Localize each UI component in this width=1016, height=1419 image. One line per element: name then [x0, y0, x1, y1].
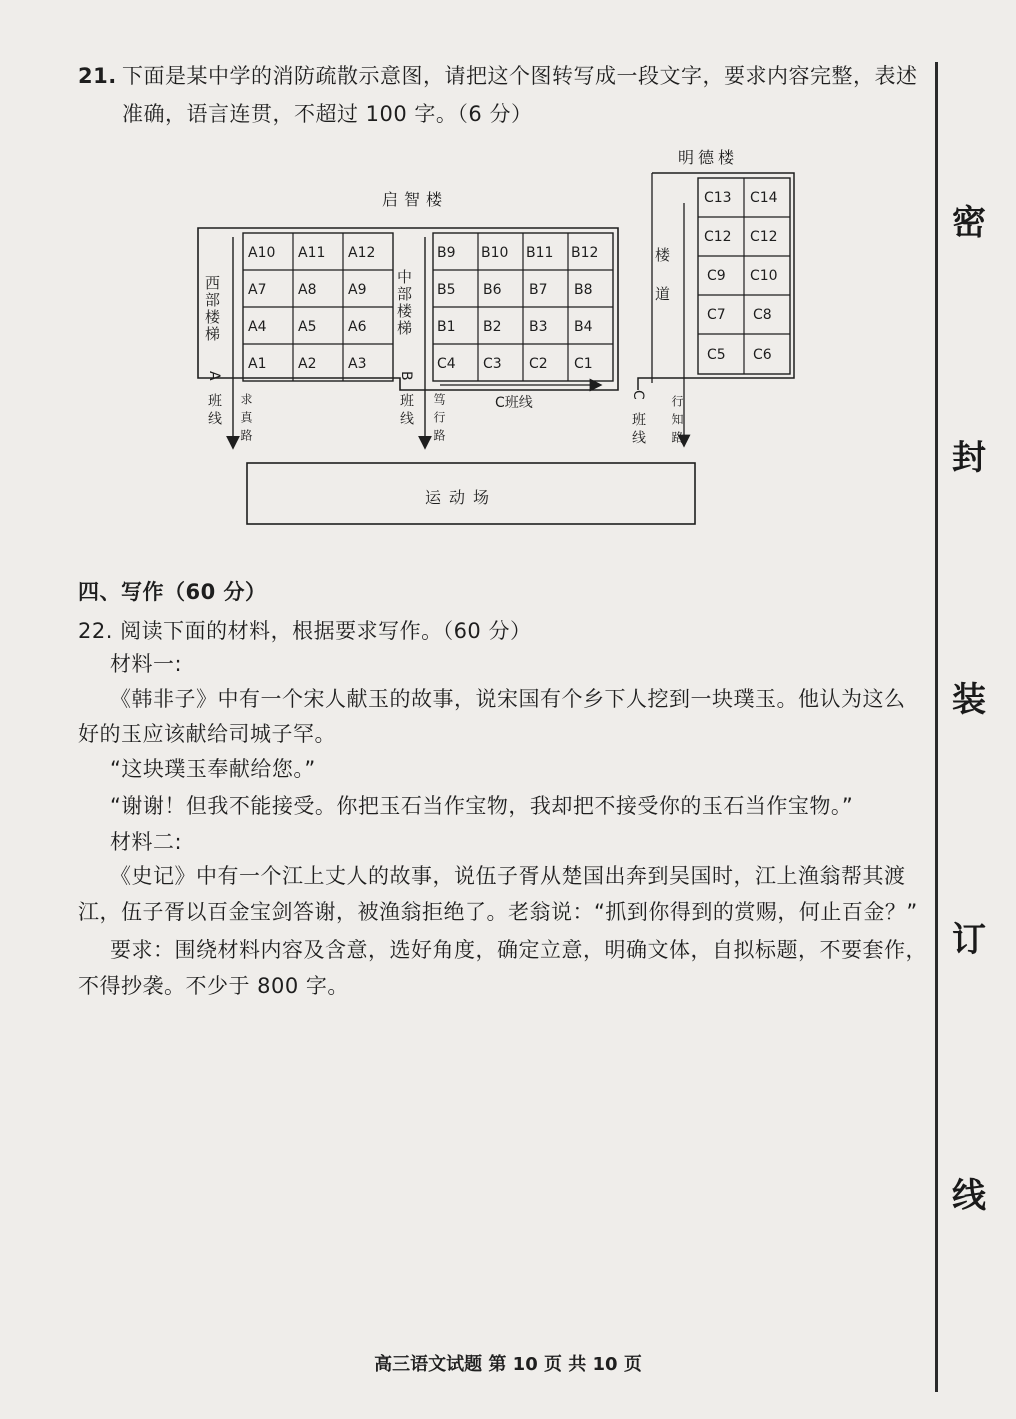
classroom-c12-left: C12 [704, 229, 732, 245]
mingde-building-title: 明德楼 [678, 148, 739, 167]
question-21-line-2: 准确，语言连贯，不超过 100 字。（6 分） [122, 102, 533, 126]
classroom-b4: B4 [574, 319, 593, 335]
classroom-c14: C14 [750, 190, 778, 206]
classroom-a6: A6 [348, 319, 367, 335]
seal-char-feng: 封 [952, 438, 986, 478]
c-line-right-label: C 班线 [630, 390, 646, 449]
classroom-b8: B8 [574, 282, 593, 298]
b-classroom-grid [433, 233, 613, 381]
classroom-c4: C4 [437, 356, 456, 372]
page-footer: 高三语文试题 第 10 页 共 10 页 [374, 1354, 642, 1375]
classroom-c10: C10 [750, 268, 778, 284]
classroom-b10: B10 [481, 245, 509, 261]
classroom-a3: A3 [348, 356, 367, 372]
classroom-c3: C3 [483, 356, 502, 372]
classroom-c9: C9 [707, 268, 726, 284]
evacuation-diagram [190, 145, 810, 535]
classroom-b3: B3 [529, 319, 548, 335]
classroom-a10: A10 [248, 245, 276, 261]
b-line-label: B 班线 [398, 371, 414, 430]
requirement-line-1: 要求：围绕材料内容及含意，选好角度，确定立意，明确文体，自拟标题，不要套作， [110, 938, 927, 962]
question-21-number: 21. [78, 64, 117, 88]
seal-char-ding: 订 [952, 920, 986, 960]
seal-char-zhuang: 装 [952, 680, 986, 720]
classroom-b9: B9 [437, 245, 456, 261]
classroom-c12-right: C12 [750, 229, 778, 245]
material-1-quote-2: “谢谢！但我不能接受。你把玉石当作宝物，我却把不接受你的玉石当作宝物。” [110, 794, 854, 818]
classroom-c7: C7 [707, 307, 726, 323]
road-qiuzhen-label: 求真路 [239, 393, 253, 447]
classroom-c5: C5 [707, 347, 726, 363]
classroom-a1: A1 [248, 356, 267, 372]
evacuation-diagram-svg [190, 145, 810, 535]
material-1-quote-1: “这块璞玉奉献给您。” [110, 757, 316, 781]
seal-char-xian: 线 [952, 1176, 986, 1216]
classroom-a7: A7 [248, 282, 267, 298]
requirement-line-2: 不得抄袭。不少于 800 字。 [78, 974, 349, 998]
classroom-a4: A4 [248, 319, 267, 335]
classroom-c1: C1 [574, 356, 593, 372]
material-1-para-2: 好的玉应该献给司城子罕。 [78, 722, 336, 746]
classroom-b5: B5 [437, 282, 456, 298]
a-line-label: A 班线 [206, 371, 222, 430]
classroom-c13: C13 [704, 190, 732, 206]
classroom-c8: C8 [753, 307, 772, 323]
west-stair-label: 西部楼梯 [203, 275, 221, 343]
question-22-line: 22. 阅读下面的材料，根据要求写作。（60 分） [78, 619, 532, 643]
classroom-a11: A11 [298, 245, 326, 261]
material-2-para-1: 《史记》中有一个江上丈人的故事，说伍子胥从楚国出奔到吴国时，江上渔翁帮其渡 [110, 864, 906, 888]
seal-char-mi: 密 [952, 203, 986, 243]
classroom-b11: B11 [526, 245, 554, 261]
c-classroom-grid [698, 178, 790, 374]
sealing-line [935, 62, 938, 1392]
middle-stair-label: 中部楼梯 [395, 269, 413, 337]
classroom-a8: A8 [298, 282, 317, 298]
mingde-corridor-label: 楼道 [653, 247, 671, 325]
material-1-label: 材料一: [110, 652, 183, 676]
classroom-b2: B2 [483, 319, 502, 335]
classroom-a5: A5 [298, 319, 317, 335]
material-1-para-1: 《韩非子》中有一个宋人献玉的故事，说宋国有个乡下人挖到一块璞玉。他认为这么 [110, 687, 906, 711]
c-line-mid-label: C班线 [495, 395, 533, 411]
material-2-label: 材料二: [110, 830, 183, 854]
classroom-b7: B7 [529, 282, 548, 298]
classroom-c2: C2 [529, 356, 548, 372]
material-2-para-2: 江，伍子胥以百金宝剑答谢，被渔翁拒绝了。老翁说：“抓到你得到的赏赐，何止百金？” [78, 900, 918, 924]
classroom-a12: A12 [348, 245, 376, 261]
section-4-heading: 四、写作（60 分） [78, 580, 267, 604]
qizhi-building-title: 启智楼 [382, 190, 449, 209]
classroom-a9: A9 [348, 282, 367, 298]
road-xingzhi-label: 行知路 [670, 395, 684, 449]
question-21-line-1: 下面是某中学的消防疏散示意图，请把这个图转写成一段文字，要求内容完整，表述 [122, 64, 918, 88]
classroom-b1: B1 [437, 319, 456, 335]
classroom-b12: B12 [571, 245, 599, 261]
classroom-c6: C6 [753, 347, 772, 363]
road-duxing-label: 笃行路 [432, 393, 446, 447]
a-classroom-grid [243, 233, 393, 381]
classroom-a2: A2 [298, 356, 317, 372]
classroom-b6: B6 [483, 282, 502, 298]
sports-field-label: 运动场 [425, 488, 498, 507]
